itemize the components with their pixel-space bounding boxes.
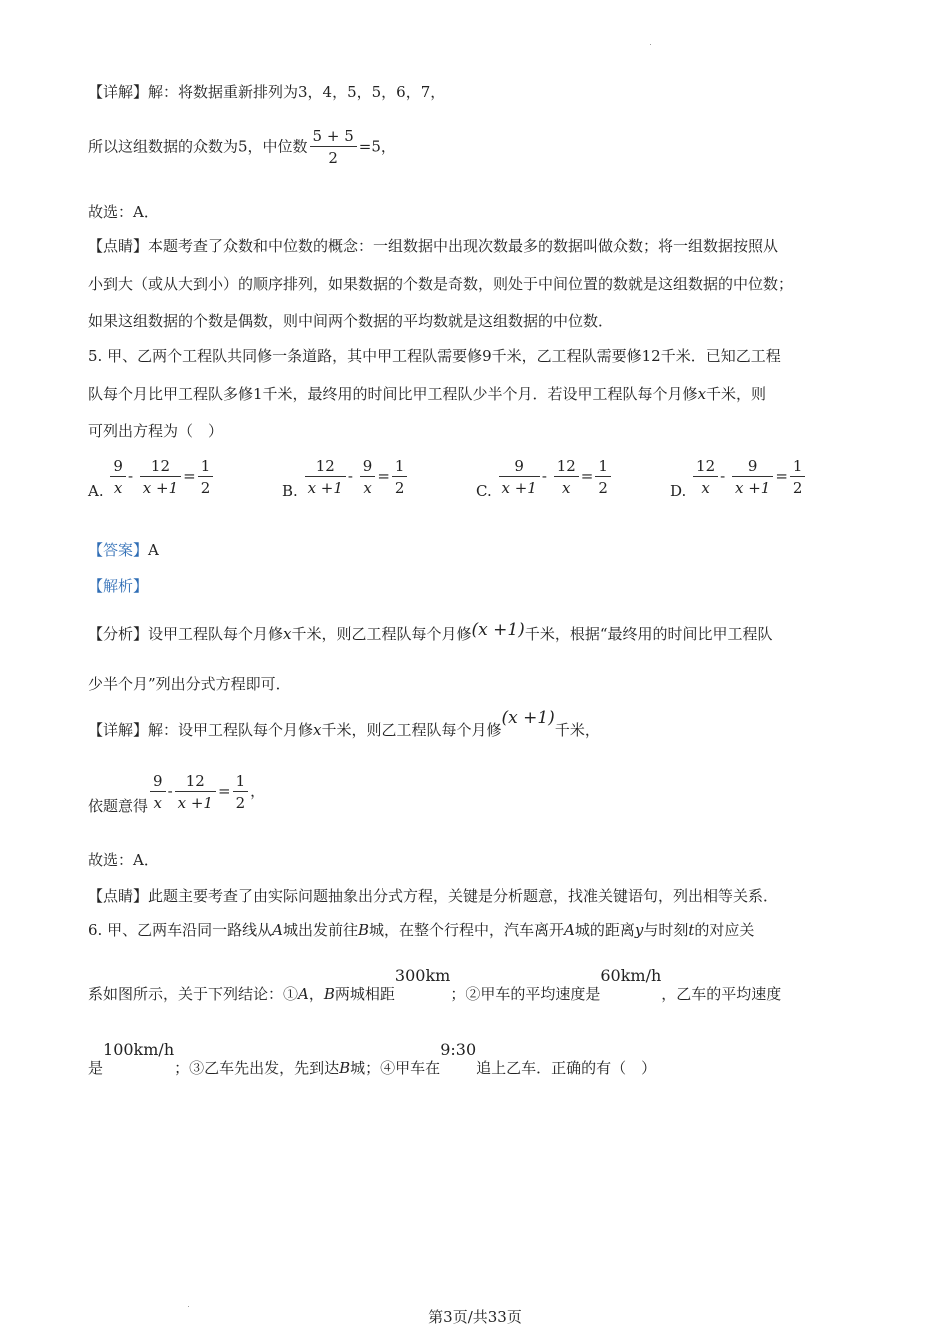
city-a: A <box>564 921 575 939</box>
detail-line: 【详解】解：将数据重新排列为3，4，5，5，6，7， <box>88 83 446 101</box>
fraction <box>595 456 611 499</box>
answer-line <box>88 540 159 560</box>
fraction <box>693 456 718 499</box>
option-b[interactable] <box>282 454 409 500</box>
detail-text: 千米，则乙工程队每个月修 <box>321 721 502 739</box>
analysis-line-1 <box>88 620 773 644</box>
numerator: 9 <box>732 456 773 477</box>
q6-text: 的对应关 <box>694 921 755 939</box>
equals-sign: = <box>377 467 390 485</box>
q6-text: ，乙车的平均速度 <box>661 985 782 1003</box>
median-fraction <box>310 126 357 169</box>
option-label: D. <box>670 482 687 500</box>
fraction <box>175 771 216 814</box>
analysis-text: 千米，则乙工程队每个月修 <box>291 625 472 643</box>
numerator: 1 <box>198 456 214 477</box>
mode-suffix: =5， <box>358 137 396 156</box>
q6-text: 城，在整个行程中，汽车离开 <box>368 921 564 939</box>
distance-value: 300km <box>394 966 451 985</box>
fraction <box>392 456 408 499</box>
q6-text: 与时刻 <box>643 921 689 939</box>
q6-text: ；③乙车先出发，先到达 <box>174 1059 340 1077</box>
numerator: 9 <box>150 771 166 792</box>
city-b: B <box>357 921 369 939</box>
fraction <box>305 456 346 499</box>
q6-text: 是 <box>88 1059 104 1077</box>
q6-line-3 <box>88 1040 657 1078</box>
fraction <box>140 456 181 499</box>
numerator: 12 <box>305 456 346 477</box>
denominator: x <box>701 478 710 497</box>
variable-y: y <box>634 921 644 939</box>
variable-t: t <box>688 921 695 939</box>
equals-sign: = <box>580 467 594 485</box>
q6-text: 城出发前往 <box>282 921 358 939</box>
numerator: 12 <box>175 771 216 792</box>
expression: (x +1) <box>471 620 525 640</box>
numerator: 1 <box>233 771 249 792</box>
city-b: B <box>323 985 335 1003</box>
q6-text: 两城相距 <box>334 985 395 1003</box>
denominator: x <box>363 478 372 497</box>
denominator: x +1 <box>501 478 537 497</box>
analysis-text: 【分析】设甲工程队每个月修 <box>88 625 284 643</box>
denominator: 2 <box>792 478 803 497</box>
time-value: 9:30 <box>440 1040 477 1059</box>
equals-sign: = <box>183 467 196 485</box>
denominator: 2 <box>200 478 211 497</box>
variable-x: x <box>283 625 292 643</box>
answer-value: A <box>148 541 159 559</box>
minus-sign: - <box>167 782 173 800</box>
fraction <box>499 456 540 499</box>
equation-end: ， <box>250 782 266 800</box>
equation-prefix: 依题意得 <box>88 797 149 815</box>
analysis-tag: 【解析】 <box>88 577 149 595</box>
q6-text: 城的距离 <box>574 921 635 939</box>
detail-text: 千米， <box>554 721 600 739</box>
fraction-denominator: 2 <box>328 149 338 167</box>
q6-text: ；②甲车的平均速度是 <box>450 985 601 1003</box>
denominator: x +1 <box>307 478 343 497</box>
fraction <box>150 771 166 814</box>
q6-text: ， <box>308 985 324 1003</box>
detail-line-q5 <box>88 708 600 740</box>
equals-sign: = <box>217 782 231 800</box>
comment-line-3: 如果这组数据的个数是偶数，则中间两个数据的平均数就是这组数据的中位数． <box>88 312 614 330</box>
option-a[interactable] <box>88 454 215 500</box>
numerator: 12 <box>140 456 181 477</box>
numerator: 9 <box>360 456 376 477</box>
choose-line: 故选：A． <box>88 203 159 221</box>
numerator: 9 <box>110 456 126 477</box>
city-a: A <box>298 985 309 1003</box>
analysis-line-2: 少半个月”列出分式方程即可． <box>88 675 291 693</box>
q6-text: 城；④甲车在 <box>350 1059 441 1077</box>
variable-x: x <box>313 721 322 739</box>
denominator: x <box>113 478 123 497</box>
option-label: A. <box>88 482 104 500</box>
minus-sign: - <box>127 467 134 485</box>
minus-sign: - <box>720 467 726 485</box>
option-c[interactable] <box>476 454 613 500</box>
fraction-numerator: 5 + 5 <box>310 126 357 147</box>
analysis-text: 千米，根据“最终用的时间比甲工程队 <box>524 625 773 643</box>
fraction <box>790 456 806 499</box>
q6-text: 系如图所示，关于下列结论：① <box>88 985 299 1003</box>
choose-line-q5: 故选：A． <box>88 851 159 869</box>
option-d[interactable] <box>670 454 807 500</box>
page-footer: 第3页/共33页 <box>428 1308 522 1326</box>
denominator: 2 <box>598 478 608 497</box>
detail-text: 【详解】解：设甲工程队每个月修 <box>88 721 314 739</box>
mode-text: 所以这组数据的众数为5，中位数 <box>88 137 308 156</box>
fraction <box>233 771 249 814</box>
q5-stem-text: 队每个月比甲工程队多修1千米，最终用的时间比甲工程队少半个月．若设甲工程队每个月修 <box>88 385 698 403</box>
q6-text: 追上乙车．正确的有（ ） <box>476 1059 657 1077</box>
q5-stem-line-2 <box>88 384 766 404</box>
equals-sign: = <box>775 467 788 485</box>
numerator: 1 <box>790 456 806 477</box>
q5-stem-line-3: 可列出方程为（ ） <box>88 422 224 440</box>
comment-line-2: 小到大（或从大到小）的顺序排列，如果数据的个数是奇数，则处于中间位置的数就是这组数据的中位数； <box>88 275 794 293</box>
q5-stem-line-1: 5. 甲、乙两个工程队共同修一条道路，其中甲工程队需要修9千米，乙工程队需要修12千米．已知乙工程 <box>88 347 781 365</box>
city-b: B <box>339 1059 351 1077</box>
fraction <box>360 456 376 499</box>
city-a: A <box>272 921 283 939</box>
option-label: C. <box>476 482 492 500</box>
fraction <box>554 456 579 499</box>
fraction <box>732 456 773 499</box>
numerator: 1 <box>595 456 611 477</box>
variable-x: x <box>697 385 707 403</box>
option-label: B. <box>282 482 298 500</box>
answer-tag: 【答案】 <box>88 541 149 559</box>
minus-sign: - <box>347 467 353 485</box>
q5-stem-text: 千米，则 <box>706 385 767 403</box>
denominator: x <box>562 478 571 497</box>
denominator: x +1 <box>735 478 771 497</box>
q6-line-1 <box>88 920 754 940</box>
equation-line <box>88 768 265 816</box>
comment-line-q5: 【点睛】此题主要考查了由实际问题抽象出分式方程，关键是分析题意，找准关键语句，列出相等关系． <box>88 887 779 905</box>
scan-dot <box>650 44 651 45</box>
numerator: 12 <box>693 456 718 477</box>
denominator: x +1 <box>177 793 213 812</box>
comment-line-1: 【点睛】本题考查了众数和中位数的概念：一组数据中出现次数最多的数据叫做众数；将一组数据按照从 <box>88 237 779 255</box>
denominator: x <box>153 793 163 812</box>
mode-median-line <box>88 126 396 169</box>
q6-line-2 <box>88 966 782 1004</box>
fraction <box>110 456 126 499</box>
numerator: 9 <box>499 456 540 477</box>
numerator: 1 <box>392 456 408 477</box>
denominator: 2 <box>235 793 246 812</box>
denominator: 2 <box>394 478 405 497</box>
expression: (x +1) <box>501 708 555 728</box>
speed-value-b: 100km/h <box>103 1040 175 1059</box>
denominator: x +1 <box>142 478 179 497</box>
minus-sign: - <box>541 467 547 485</box>
fraction <box>198 456 214 499</box>
speed-value-a: 60km/h <box>600 966 662 985</box>
q6-text: 6. 甲、乙两车沿同一路线从 <box>88 921 273 939</box>
numerator: 12 <box>554 456 579 477</box>
